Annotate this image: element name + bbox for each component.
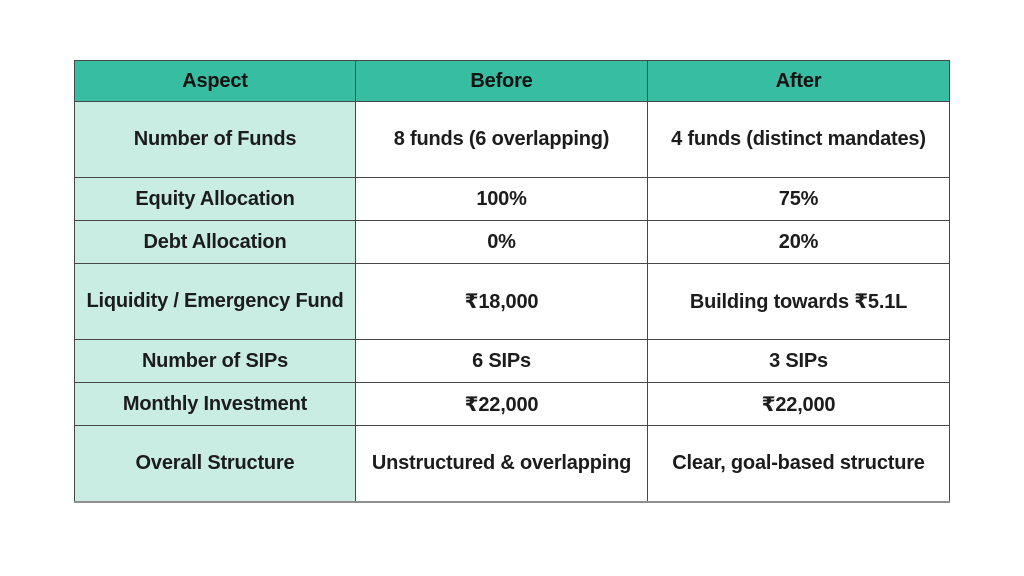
before-value: 100% [356,178,648,221]
aspect-label: Number of SIPs [75,340,356,383]
after-value: Building towards ₹5.1L [648,264,950,340]
table-header-row [75,61,950,102]
row-number-of-funds [75,102,950,178]
after-value: 4 funds (distinct mandates) [648,102,950,178]
row-liquidity-emergency-fund [75,264,950,340]
before-value: ₹22,000 [356,383,648,426]
row-equity-allocation [75,178,950,221]
after-value: ₹22,000 [648,383,950,426]
before-value: 6 SIPs [356,340,648,383]
header-cell-aspect: Aspect [75,61,356,102]
before-value: ₹18,000 [356,264,648,340]
before-value: 8 funds (6 overlapping) [356,102,648,178]
aspect-label: Debt Allocation [75,221,356,264]
aspect-label: Overall Structure [75,426,356,502]
after-value: 20% [648,221,950,264]
aspect-label: Equity Allocation [75,178,356,221]
before-value: 0% [356,221,648,264]
row-overall-structure [75,426,950,502]
aspect-label: Monthly Investment [75,383,356,426]
row-debt-allocation [75,221,950,264]
header-cell-before: Before [356,61,648,102]
before-value: Unstructured & overlapping [356,426,648,502]
after-value: Clear, goal-based structure [648,426,950,502]
aspect-label: Liquidity / Emergency Fund [75,264,356,340]
after-value: 3 SIPs [648,340,950,383]
aspect-label: Number of Funds [75,102,356,178]
row-monthly-investment [75,383,950,426]
row-number-of-sips [75,340,950,383]
comparison-table [74,60,950,503]
header-cell-after: After [648,61,950,102]
after-value: 75% [648,178,950,221]
